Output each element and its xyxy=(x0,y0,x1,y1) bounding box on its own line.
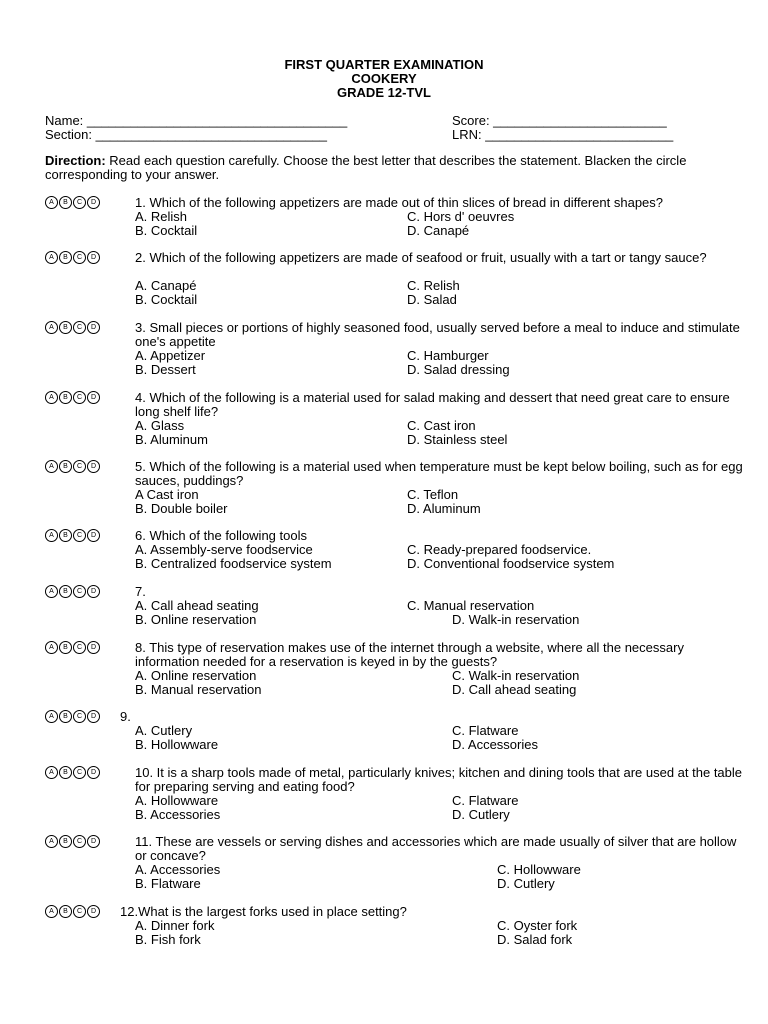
option-c: C. Hamburger xyxy=(407,348,489,363)
option-a: A. Call ahead seating xyxy=(135,598,259,613)
name-field: Name: ____________________________________ xyxy=(45,113,348,128)
option-c: C. Hors d' oeuvres xyxy=(407,209,515,224)
bubble-d[interactable]: D xyxy=(87,835,100,848)
option-b: B. Accessories xyxy=(135,807,221,822)
bubble-a[interactable]: A xyxy=(45,460,58,473)
option-b: B. Aluminum xyxy=(135,432,208,447)
answer-bubbles[interactable] xyxy=(45,529,100,543)
bubble-a[interactable]: A xyxy=(45,835,58,848)
answer-bubbles[interactable] xyxy=(45,196,100,210)
direction-text xyxy=(45,154,725,182)
bubble-c[interactable]: C xyxy=(73,641,86,654)
bubble-d[interactable]: D xyxy=(87,766,100,779)
option-b: B. Flatware xyxy=(135,876,201,891)
bubble-b[interactable]: B xyxy=(59,905,72,918)
option-c: C. Oyster fork xyxy=(497,918,578,933)
question-stem: 4. Which of the following is a material used for salad making and dessert that need great care to ensure long shelf life? xyxy=(135,390,730,419)
answer-bubbles[interactable] xyxy=(45,251,100,265)
option-c: C. Flatware xyxy=(452,793,519,808)
answer-bubbles[interactable] xyxy=(45,391,100,405)
option-b: B. Hollowware xyxy=(135,737,219,752)
option-d: D. Stainless steel xyxy=(407,432,508,447)
bubble-a[interactable]: A xyxy=(45,710,58,723)
option-d: D. Conventional foodservice system xyxy=(407,556,615,571)
option-a: A. Cutlery xyxy=(135,723,193,738)
bubble-b[interactable]: B xyxy=(59,766,72,779)
bubble-d[interactable]: D xyxy=(87,321,100,334)
option-b: B. Dessert xyxy=(135,362,196,377)
question-stem: 9. xyxy=(120,709,131,724)
bubble-d[interactable]: D xyxy=(87,196,100,209)
bubble-b[interactable]: B xyxy=(59,391,72,404)
bubble-d[interactable]: D xyxy=(87,460,100,473)
option-b: B. Cocktail xyxy=(135,223,198,238)
bubble-a[interactable]: A xyxy=(45,196,58,209)
answer-bubbles[interactable] xyxy=(45,710,100,724)
bubble-b[interactable]: B xyxy=(59,641,72,654)
bubble-a[interactable]: A xyxy=(45,766,58,779)
option-a: A Cast iron xyxy=(135,487,199,502)
bubble-c[interactable]: C xyxy=(73,905,86,918)
answer-bubbles[interactable] xyxy=(45,321,100,335)
answer-bubbles[interactable] xyxy=(45,835,100,849)
bubble-b[interactable]: B xyxy=(59,710,72,723)
option-c: C. Flatware xyxy=(452,723,519,738)
bubble-a[interactable]: A xyxy=(45,641,58,654)
subject-title: COOKERY xyxy=(351,71,417,86)
bubble-b[interactable]: B xyxy=(59,321,72,334)
option-c: C. Teflon xyxy=(407,487,459,502)
bubble-c[interactable]: C xyxy=(73,251,86,264)
direction-label: Direction: xyxy=(45,153,106,168)
option-d: D. Salad xyxy=(407,292,457,307)
answer-bubbles[interactable] xyxy=(45,641,100,655)
bubble-b[interactable]: B xyxy=(59,251,72,264)
option-d: D. Canapé xyxy=(407,223,470,238)
bubble-d[interactable]: D xyxy=(87,710,100,723)
exam-title: FIRST QUARTER EXAMINATION xyxy=(284,57,484,72)
bubble-a[interactable]: A xyxy=(45,251,58,264)
bubble-c[interactable]: C xyxy=(73,196,86,209)
option-a: A. Accessories xyxy=(135,862,221,877)
option-d: D. Cutlery xyxy=(497,876,555,891)
bubble-c[interactable]: C xyxy=(73,460,86,473)
bubble-b[interactable]: B xyxy=(59,585,72,598)
option-d: D. Call ahead seating xyxy=(452,682,577,697)
option-c: C. Ready-prepared foodservice. xyxy=(407,542,592,557)
option-d: D. Aluminum xyxy=(407,501,481,516)
bubble-c[interactable]: C xyxy=(73,391,86,404)
option-a: A. Glass xyxy=(135,418,185,433)
option-d: D. Walk-in reservation xyxy=(452,612,580,627)
option-c: C. Cast iron xyxy=(407,418,476,433)
bubble-d[interactable]: D xyxy=(87,251,100,264)
bubble-c[interactable]: C xyxy=(73,321,86,334)
option-d: D. Salad fork xyxy=(497,932,573,947)
question-stem: 6. Which of the following tools xyxy=(135,528,307,543)
bubble-b[interactable]: B xyxy=(59,460,72,473)
question-stem: 1. Which of the following appetizers are made out of thin slices of bread in different shapes? xyxy=(135,195,664,210)
question-stem: 2. Which of the following appetizers are made of seafood or fruit, usually with a tart or tangy sauce? xyxy=(135,250,707,265)
question-stem: 3. Small pieces or portions of highly seasoned food, usually served before a meal to induce and stimulate one's appetite xyxy=(135,320,740,349)
answer-bubbles[interactable] xyxy=(45,460,100,474)
bubble-c[interactable]: C xyxy=(73,710,86,723)
direction-body: Read each question carefully. Choose the best letter that describes the statement. Blacken the circle corresponding to your answer. xyxy=(45,153,687,182)
question-stem: 10. It is a sharp tools made of metal, particularly knives; kitchen and dining tools that are used at the table for preparing serving and eating food? xyxy=(135,765,743,794)
option-a: A. Assembly-serve foodservice xyxy=(135,542,313,557)
bubble-d[interactable]: D xyxy=(87,529,100,542)
option-d: D. Salad dressing xyxy=(407,362,510,377)
bubble-c[interactable]: C xyxy=(73,529,86,542)
option-c: C. Manual reservation xyxy=(407,598,535,613)
option-a: A. Hollowware xyxy=(135,793,219,808)
option-a: A. Dinner fork xyxy=(135,918,215,933)
bubble-a[interactable]: A xyxy=(45,905,58,918)
bubble-d[interactable]: D xyxy=(87,905,100,918)
section-field: Section: ________________________________ xyxy=(45,127,327,142)
bubble-b[interactable]: B xyxy=(59,529,72,542)
option-b: B. Manual reservation xyxy=(135,682,262,697)
bubble-a[interactable]: A xyxy=(45,585,58,598)
bubble-c[interactable]: C xyxy=(73,585,86,598)
option-a: A. Relish xyxy=(135,209,188,224)
bubble-a[interactable]: A xyxy=(45,529,58,542)
option-a: A. Canapé xyxy=(135,278,197,293)
lrn-field: LRN: __________________________ xyxy=(452,127,674,142)
bubble-d[interactable]: D xyxy=(87,585,100,598)
answer-bubbles[interactable] xyxy=(45,585,100,599)
score-field: Score: ________________________ xyxy=(452,113,667,128)
answer-bubbles[interactable] xyxy=(45,905,100,919)
question-stem: 12.What is the largest forks used in place setting? xyxy=(120,904,407,919)
question-stem: 5. Which of the following is a material used when temperature must be kept below boiling, such as for egg sauces, puddings? xyxy=(135,459,743,488)
bubble-a[interactable]: A xyxy=(45,321,58,334)
option-b: B. Centralized foodservice system xyxy=(135,556,332,571)
question-stem: 8. This type of reservation makes use of the internet through a website, where all the necessary information needed for a reservation is keyed in by the guests? xyxy=(135,640,684,669)
option-b: B. Cocktail xyxy=(135,292,198,307)
bubble-b[interactable]: B xyxy=(59,835,72,848)
bubble-c[interactable]: C xyxy=(73,835,86,848)
option-a: A. Online reservation xyxy=(135,668,257,683)
option-b: B. Online reservation xyxy=(135,612,257,627)
option-c: C. Walk-in reservation xyxy=(452,668,580,683)
option-c: C. Hollowware xyxy=(497,862,581,877)
bubble-d[interactable]: D xyxy=(87,391,100,404)
option-d: D. Accessories xyxy=(452,737,538,752)
bubble-c[interactable]: C xyxy=(73,766,86,779)
grade-title: GRADE 12-TVL xyxy=(337,85,431,100)
bubble-d[interactable]: D xyxy=(87,641,100,654)
option-b: B. Double boiler xyxy=(135,501,228,516)
option-d: D. Cutlery xyxy=(452,807,510,822)
option-a: A. Appetizer xyxy=(135,348,206,363)
question-stem: 7. xyxy=(135,584,146,599)
answer-bubbles[interactable] xyxy=(45,766,100,780)
option-b: B. Fish fork xyxy=(135,932,201,947)
question-stem: 11. These are vessels or serving dishes and accessories which are made usually of silver that are hollow or concave? xyxy=(135,834,737,863)
option-c: C. Relish xyxy=(407,278,460,293)
bubble-b[interactable]: B xyxy=(59,196,72,209)
bubble-a[interactable]: A xyxy=(45,391,58,404)
